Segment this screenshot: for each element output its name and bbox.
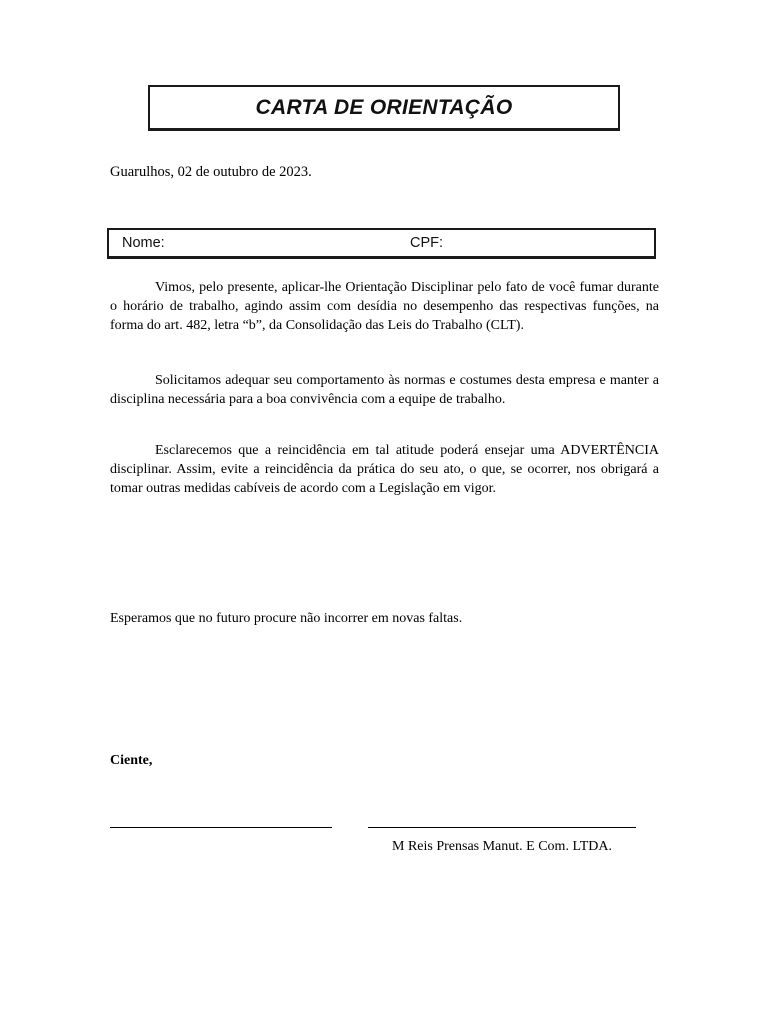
title-box <box>148 85 620 131</box>
employee-signature-line <box>110 827 332 828</box>
name-label: Nome: <box>122 235 165 251</box>
acknowledgment-label: Ciente, <box>110 753 153 768</box>
company-name: M Reis Prensas Manut. E Com. LTDA. <box>392 839 612 854</box>
paragraph-orientation: Vimos, pelo presente, aplicar-lhe Orientação Disciplinar pelo fato de você fumar durante o horário de trabalho, agindo assim com desídia no desempenho das respectivas funções, na forma do art. 482, letra “b”, da Consolidação das Leis do Trabalho (CLT). <box>110 280 659 333</box>
date-line: Guarulhos, 02 de outubro de 2023. <box>110 164 312 180</box>
company-signature-line <box>368 827 636 828</box>
cpf-label: CPF: <box>410 235 444 251</box>
paragraph-request: Solicitamos adequar seu comportamento às normas e costumes desta empresa e manter a disciplina necessária para a boa convivência com a equipe de trabalho. <box>110 373 659 407</box>
closing-line: Esperamos que no futuro procure não incorrer em novas faltas. <box>110 611 463 626</box>
identification-box <box>107 228 656 259</box>
page-title: CARTA DE ORIENTAÇÃO <box>255 95 513 119</box>
paragraph-warning: Esclarecemos que a reincidência em tal atitude poderá ensejar uma ADVERTÊNCIA disciplinar. Assim, evite a reincidência da prática do seu ato, o que, se ocorrer, nos obrigará a tomar outras medidas cabíveis de acordo com a Legislação em vigor. <box>110 443 659 496</box>
